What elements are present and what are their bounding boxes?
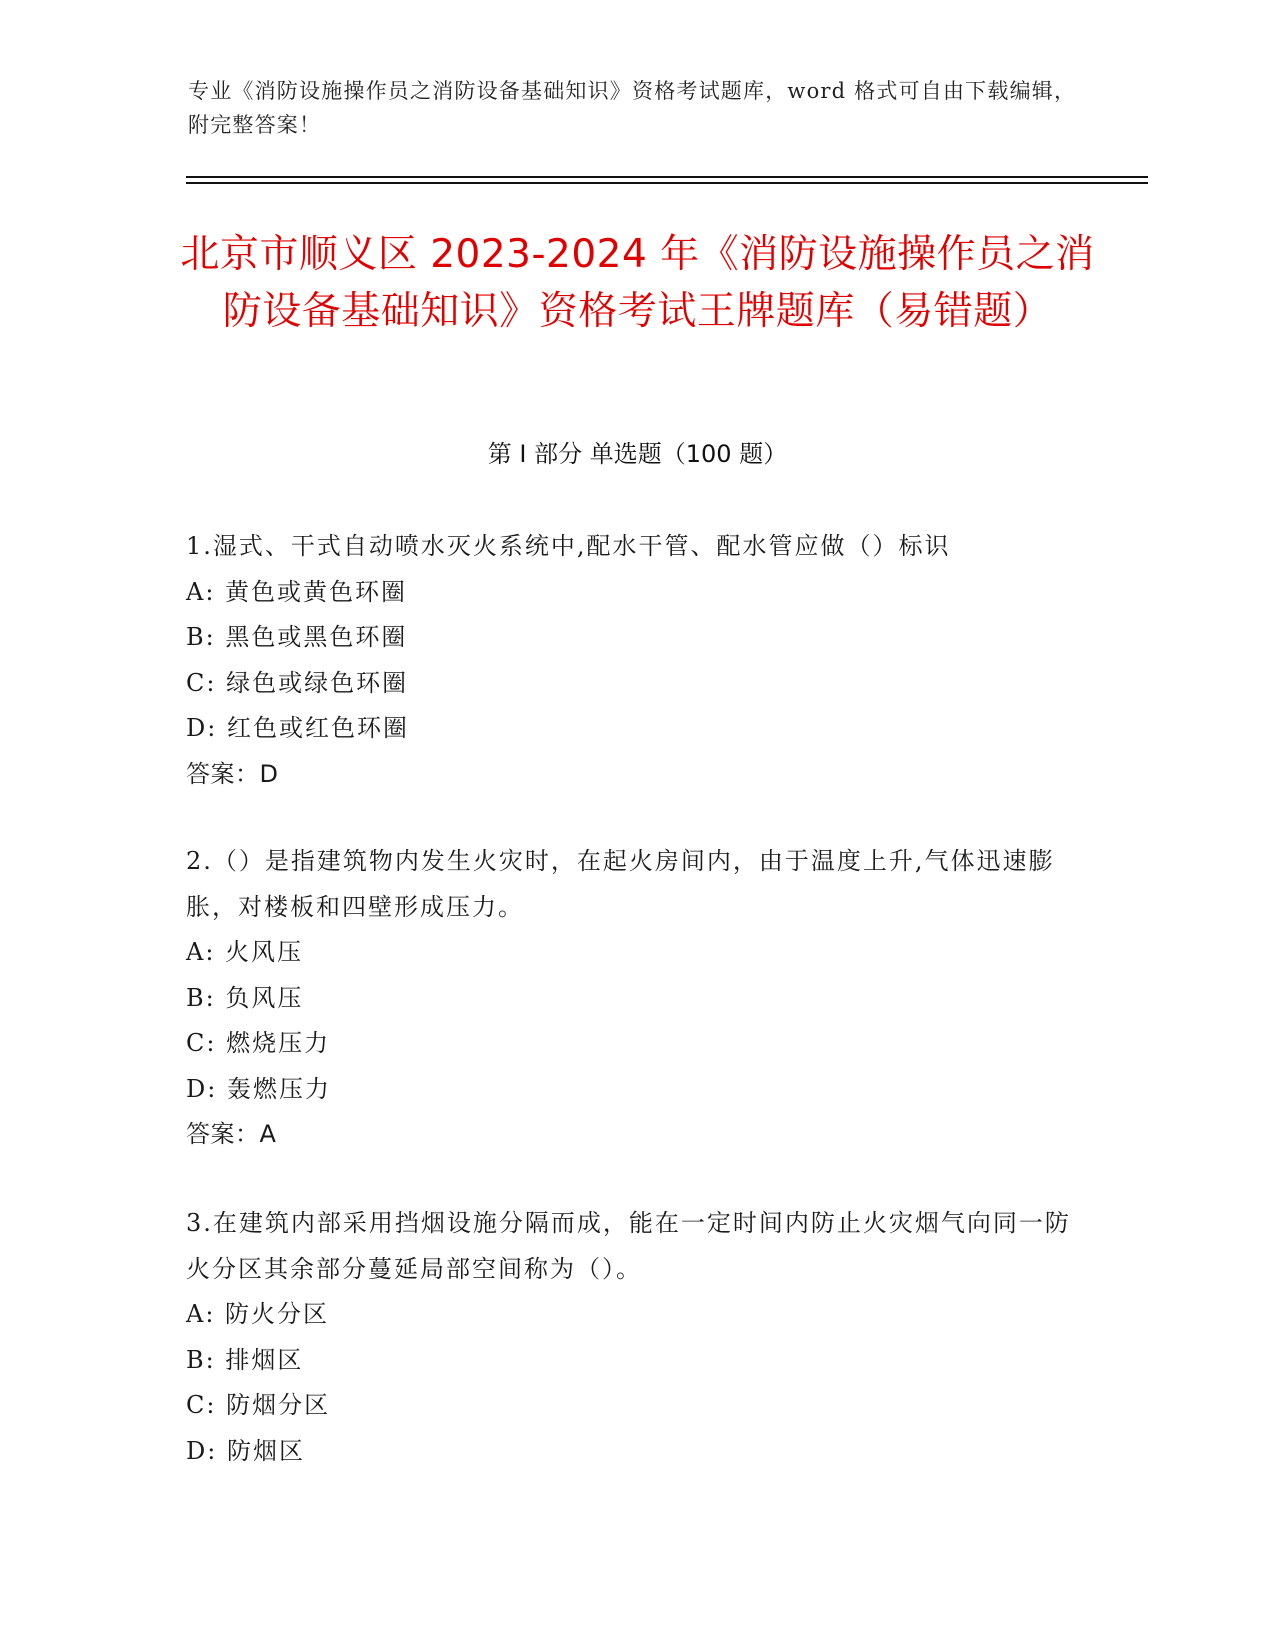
option-b: B: 黑色或黑色环圈 [186, 623, 408, 651]
option-d: D: 防烟区 [186, 1436, 305, 1465]
option-c: C: 绿色或绿色环圈 [186, 668, 409, 697]
header-note: 专业《消防设施操作员之消防设备基础知识》资格考试题库，word 格式可自由下载编辑，附完整答案！ [188, 79, 1077, 137]
document-title: 北京市顺义区 2023-2024 年《消防设施操作员之消防设备基础知识》资格考试王牌题库（易错题） [180, 232, 1095, 334]
option-b: B: 负风压 [186, 983, 304, 1012]
option-a: A: 黄色或黄色环圈 [186, 577, 408, 606]
answer: 答案：D [186, 759, 279, 788]
option-c: C: 防烟分区 [186, 1391, 331, 1419]
question-text: 2.（）是指建筑物内发生火灾时，在起火房间内，由于温度上升,气体迅速膨胀，对楼板和四壁形成压力。 [186, 847, 1055, 921]
option-a: A: 火风压 [186, 938, 304, 966]
option-c: C: 燃烧压力 [186, 1029, 331, 1057]
question-text: 1.湿式、干式自动喷水灭火系统中,配水干管、配水管应做（）标识 [186, 532, 951, 560]
question-1 [186, 524, 1086, 797]
option-b: B: 排烟区 [186, 1345, 304, 1374]
answer: 答案：A [186, 1120, 277, 1148]
question-2 [186, 839, 1086, 1158]
header-divider-top [186, 176, 1148, 178]
header-divider-bottom [186, 182, 1148, 184]
option-a: A: 防火分区 [186, 1300, 330, 1328]
question-3 [186, 1201, 1086, 1474]
option-d: D: 轰燃压力 [186, 1074, 331, 1103]
question-text: 3.在建筑内部采用挡烟设施分隔而成，能在一定时间内防止火灾烟气向同一防火分区其余部分蔓延局部空间称为（）。 [186, 1209, 1071, 1283]
section-title: 第 I 部分 单选题（100 题） [487, 440, 788, 468]
option-d: D: 红色或红色环圈 [186, 714, 409, 742]
